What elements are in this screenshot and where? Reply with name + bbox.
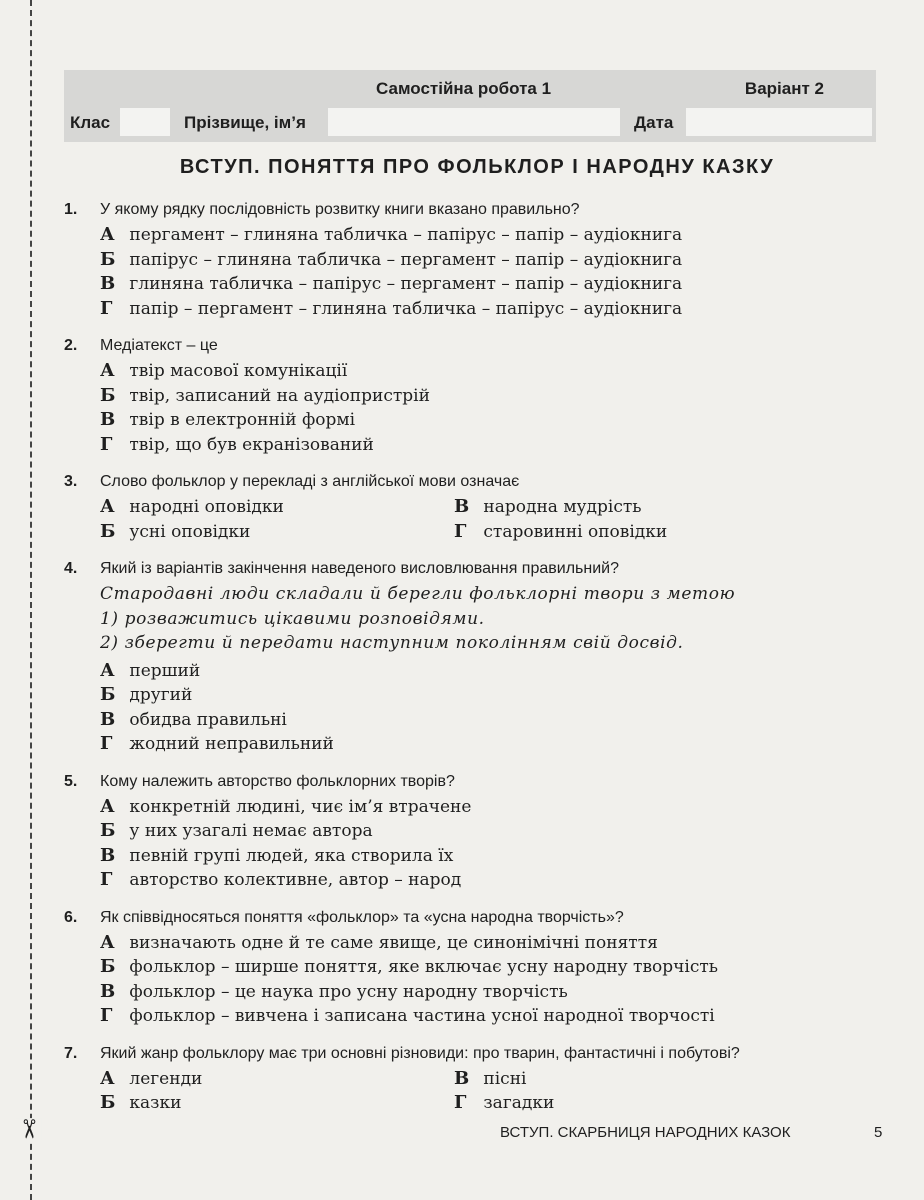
question-text: Який із варіантів закінчення наведеного висловлювання правильний? [100,560,619,577]
option-text: глиняна табличка – папірус – пергамент – папір – аудіокнига [129,274,683,294]
answer-option[interactable] [100,708,884,733]
option-letter: Г [100,733,113,754]
option-text: конкретній людині, чиє ім’я втрачене [129,796,472,817]
option-letter: Г [454,1092,467,1113]
option-text: пергамент – глиняна табличка – папірус – папір – аудіокнига [129,225,683,245]
answer-option[interactable] [100,659,884,684]
worksheet-title: Самостійна робота 1 [376,79,552,98]
quote-line: Стародавні люди складали й берегли фольклорні твори з метою [100,584,736,604]
question-7 [64,1042,884,1116]
worksheet-header [64,70,876,142]
option-letter: А [100,1067,115,1089]
option-text: пісні [483,1068,527,1089]
answer-option[interactable] [100,819,884,844]
option-letter: В [100,409,116,430]
question-number: 7. [64,1044,78,1062]
question-number: 4. [64,560,78,577]
option-text: папір – пергамент – глиняна табличка – папірус – аудіокнига [129,298,683,319]
option-letter: Г [100,297,113,319]
option-letter: В [100,708,116,730]
option-text: загадки [483,1093,555,1113]
answer-option[interactable] [100,495,454,520]
answer-option[interactable] [454,520,884,545]
answer-option[interactable] [100,795,884,820]
question-number: 5. [64,772,78,790]
answer-option[interactable] [100,1067,454,1092]
option-text: усні оповідки [129,521,251,542]
option-text: авторство колективне, автор – народ [129,870,462,890]
option-text: твір масової комунікації [129,361,348,381]
question-text: Який жанр фольклору має три основні різновиди: про тварин, фантастичні і побутові? [100,1044,740,1062]
option-text: фольклор – це наука про усну народну творчість [129,981,568,1002]
answer-option[interactable] [100,955,884,980]
answer-option[interactable] [454,1067,884,1092]
question-2 [64,334,884,457]
option-text: другий [129,685,193,705]
question-text: Медіатекст – це [100,337,218,354]
option-text: казки [129,1093,182,1113]
page-title: ВСТУП. ПОНЯТТЯ ПРО ФОЛЬКЛОР І НАРОДНУ КАЗКУ [179,156,775,178]
option-letter: Г [100,433,113,455]
option-letter: Г [100,869,113,890]
option-letter: А [100,496,115,517]
answer-option[interactable] [100,248,884,273]
question-5 [64,770,884,893]
option-text: обидва правильні [129,709,287,730]
answer-option[interactable] [100,520,454,545]
answer-option[interactable] [100,1091,454,1116]
option-letter: В [454,1067,470,1089]
question-6 [64,906,884,1029]
option-letter: В [454,496,470,517]
question-text: Як співвідносяться поняття «фольклор» та «усна народна творчість»? [100,908,624,926]
page-number: 5 [874,1124,883,1141]
class-field[interactable] [120,108,170,136]
question-number: 3. [64,473,78,490]
answer-option[interactable] [454,495,884,520]
question-number: 6. [64,908,78,926]
question-1 [64,198,884,321]
option-letter: А [100,795,115,817]
option-letter: В [100,273,116,294]
quote-line: 1) розважитись цікавими розповідями. [100,608,485,629]
class-label: Клас [70,113,111,132]
question-text: Слово фольклор у перекладі з англійської мови означає [100,473,520,490]
option-letter: А [100,360,115,381]
answer-option[interactable] [100,1004,884,1029]
option-text: фольклор – вивчена і записана частина усної народної творчості [129,1006,715,1026]
question-text: У якому рядку послідовність розвитку книги вказано правильно? [100,201,580,218]
option-text: старовинні оповідки [483,521,668,542]
quoted-statement [100,582,884,656]
date-label: Дата [634,113,674,132]
option-letter: Б [100,520,116,542]
option-text: фольклор – ширше поняття, яке включає усну народну творчість [129,957,719,977]
question-3 [64,470,884,544]
answer-option[interactable] [100,844,884,869]
option-letter: Б [100,1092,116,1113]
option-text: у них узагалі немає автора [129,821,373,841]
option-text: легенди [129,1068,203,1089]
answer-option[interactable] [100,931,884,956]
option-letter: В [100,980,116,1002]
option-letter: В [100,844,116,866]
answer-option[interactable] [100,297,884,322]
question-4 [64,557,884,757]
option-letter: А [100,931,115,953]
option-letter: Г [454,520,467,542]
option-text: визначають одне й те саме явище, це синонімічні поняття [129,932,658,953]
option-letter: Б [100,248,116,270]
answer-option[interactable] [100,408,884,433]
option-text: перший [129,660,201,681]
answer-option[interactable] [100,359,884,384]
answer-option[interactable] [100,433,884,458]
option-letter: А [100,224,115,245]
option-letter: Б [100,684,116,705]
option-text: твір, що був екранізований [129,434,374,455]
option-text: твір, записаний на аудіопристрій [129,385,430,406]
question-number: 1. [64,201,78,218]
scissors-icon: ✂ [13,1118,44,1140]
option-text: жодний неправильний [129,734,334,754]
footer-section-title: ВСТУП. СКАРБНИЦЯ НАРОДНИХ КАЗОК [500,1124,791,1141]
answer-option[interactable] [100,980,884,1005]
variant-label: Варіант 2 [744,79,824,98]
answer-option[interactable] [100,732,884,757]
option-text: певній групі людей, яка створила їх [129,845,454,866]
quote-line: 2) зберегти й передати наступним поколінням свій досвід. [100,633,684,653]
answer-option[interactable] [100,868,884,893]
option-text: папірус – глиняна табличка – пергамент – папір – аудіокнига [129,249,683,270]
option-letter: Б [100,384,116,406]
option-text: твір в електронній формі [129,410,356,430]
cut-line [30,0,32,1200]
name-label: Прізвище, ім’я [184,113,306,132]
answer-option[interactable] [454,1091,884,1116]
date-field[interactable] [686,108,872,136]
option-text: народна мудрість [483,497,642,517]
answer-option[interactable] [100,272,884,297]
name-field[interactable] [328,108,620,136]
option-letter: Б [100,956,116,977]
answer-option[interactable] [100,384,884,409]
option-text: народні оповідки [129,497,284,517]
option-letter: А [100,659,115,681]
question-list [64,198,884,1129]
option-letter: Г [100,1005,113,1026]
answer-option[interactable] [100,683,884,708]
option-letter: Б [100,820,116,841]
question-number: 2. [64,337,78,354]
question-text: Кому належить авторство фольклорних творів? [100,772,455,790]
answer-option[interactable] [100,223,884,248]
